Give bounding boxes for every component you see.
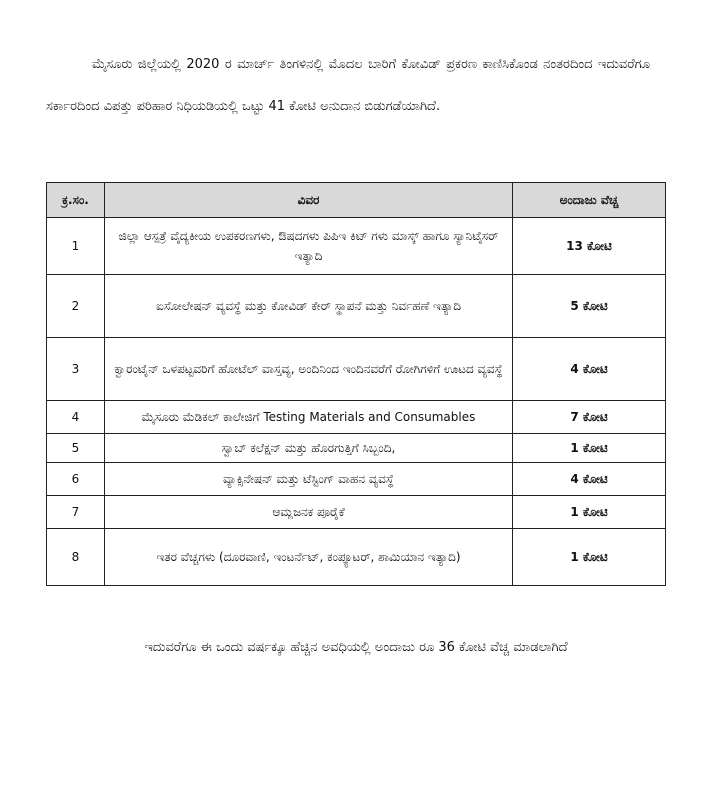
row-cost: 7 ಕೋಟಿ <box>513 401 666 434</box>
row-description: ಕ್ವಾರಂಟೈನ್ ಒಳಪಟ್ಟವರಿಗೆ ಹೋಟೆಲ್ ವಾಸ್ತವ್ಯ, ಅಂದಿನಿಂದ ಇಂದಿನವರೆಗೆ ರೋಗಿಗಳಿಗೆ ಊಟದ ವ್ಯವಸ್ಥೆ <box>105 338 513 401</box>
row-cost: 13 ಕೋಟಿ <box>513 218 666 275</box>
table-row <box>47 463 666 496</box>
row-description: ಆಮ್ಲಜನಕ ಪೂರೈಕೆ <box>105 496 513 529</box>
row-cost: 1 ಕೋಟಿ <box>513 529 666 586</box>
row-description: ವ್ಯಾಕ್ಸಿನೇಷನ್ ಮತ್ತು ಟೆಸ್ಟಿಂಗ್ ವಾಹನ ವ್ಯವಸ್ಥೆ <box>105 463 513 496</box>
table-row <box>47 529 666 586</box>
row-serial-number: 1 <box>47 218 105 275</box>
row-serial-number: 7 <box>47 496 105 529</box>
row-serial-number: 3 <box>47 338 105 401</box>
table-row <box>47 338 666 401</box>
row-serial-number: 8 <box>47 529 105 586</box>
summary-text: ಇದುವರೆಗೂ ಈ ಒಂದು ವರ್ಷಕ್ಕೂ ಹೆಚ್ಚಿನ ಅವಧಿಯಲ್ಲಿ ಅಂದಾಜು ರೂ 36 ಕೋಟಿ ವೆಚ್ಚ ಮಾಡಲಾಗಿದೆ <box>144 640 568 655</box>
row-cost: 5 ಕೋಟಿ <box>513 275 666 338</box>
table-row <box>47 401 666 434</box>
table-header-row <box>47 183 666 218</box>
row-description: ಸ್ವಾಬ್ ಕಲೆಕ್ಷನ್ ಮತ್ತು ಹೊರಗುತ್ತಿಗೆ ಸಿಬ್ಬಂದಿ, <box>105 434 513 463</box>
intro-paragraph <box>46 44 650 128</box>
row-serial-number: 5 <box>47 434 105 463</box>
row-cost: 1 ಕೋಟಿ <box>513 496 666 529</box>
row-cost: 4 ಕೋಟಿ <box>513 463 666 496</box>
intro-text: ಮೈಸೂರು ಜಿಲ್ಲೆಯಲ್ಲಿ 2020 ರ ಮಾರ್ಚ್ ತಿಂಗಳಿನಲ್ಲಿ ಮೊದಲ ಬಾರಿಗೆ ಕೋವಿಡ್ ಪ್ರಕರಣ ಕಾಣಿಸಿಕೊಂಡ ನಂತರದಿಂದ ಇದುವರೆಗೂ ಸರ್ಕಾರದಿಂದ ವಿಪತ್ತು ಪರಿಹಾರ ನಿಧಿಯಡಿಯಲ್ಲಿ ಒಟ್ಟು 41 ಕೋಟಿ ಅನುದಾನ ಬಿಡುಗಡೆಯಾಗಿದೆ. <box>46 57 650 114</box>
header-description: ವಿವರ <box>105 183 513 218</box>
row-description: ಜಿಲ್ಲಾ ಆಸ್ಪತ್ರೆ ವೈದ್ಯಕೀಯ ಉಪಕರಣಗಳು, ಔಷದಗಳು ಪಿಪಿಇ ಕಿಟ್ ಗಳು ಮಾಸ್ಕ್ ಹಾಗೂ ಸ್ಯಾನಿಟೈಸರ್ ಇತ್ಯಾದಿ <box>105 218 513 275</box>
table-row <box>47 434 666 463</box>
table-row <box>47 218 666 275</box>
header-serial-number: ಕ್ರ.ಸಂ. <box>47 183 105 218</box>
row-serial-number: 6 <box>47 463 105 496</box>
row-cost: 4 ಕೋಟಿ <box>513 338 666 401</box>
row-serial-number: 4 <box>47 401 105 434</box>
row-description: ಇತರ ವೆಚ್ಚಗಳು (ದೂರವಾಣಿ, ಇಂಟರ್ನೆಟ್, ಕಂಪ್ಯೂಟರ್, ಶಾಮಿಯಾನ ಇತ್ಯಾದಿ) <box>105 529 513 586</box>
row-description: ಮೈಸೂರು ಮೆಡಿಕಲ್ ಕಾಲೇಜಿಗೆ Testing Materials and Consumables <box>105 401 513 434</box>
table-row <box>47 275 666 338</box>
row-description: ಐಸೋಲೇಷನ್ ವ್ಯವಸ್ಥೆ ಮತ್ತು ಕೋವಿಡ್ ಕೇರ್ ಸ್ಥಾಪನೆ ಮತ್ತು ನಿರ್ವಹಣೆ ಇತ್ಯಾದಿ <box>105 275 513 338</box>
header-estimated-cost: ಅಂದಾಜು ವೆಚ್ಚ <box>513 183 666 218</box>
expense-table <box>46 182 666 586</box>
row-serial-number: 2 <box>47 275 105 338</box>
table-row <box>47 496 666 529</box>
row-cost: 1 ಕೋಟಿ <box>513 434 666 463</box>
